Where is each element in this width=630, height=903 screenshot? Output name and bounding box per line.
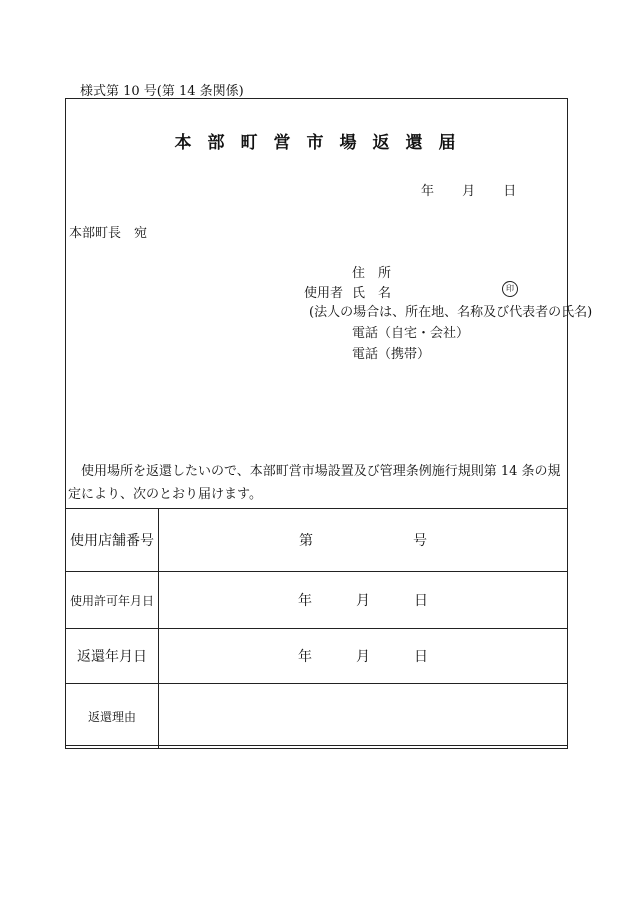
day-label: 日 — [414, 593, 428, 609]
form-number-label: 様式第 10 号(第 14 条関係) — [80, 84, 244, 99]
return-date-label: 返還年月日 — [66, 629, 159, 684]
store-number-label: 使用店舗番号 — [66, 509, 159, 572]
store-number-suffix: 号 — [413, 533, 427, 549]
addressee: 本部町長 宛 — [69, 226, 148, 241]
info-table — [65, 508, 568, 749]
permit-date-label: 使用許可年月日 — [66, 572, 159, 629]
store-number-prefix: 第 — [299, 533, 313, 549]
submission-date-line: 年 月 日 — [421, 184, 517, 199]
table-row — [66, 684, 568, 749]
table-row — [66, 509, 568, 572]
day-label: 日 — [414, 649, 428, 665]
month-label: 月 — [356, 593, 370, 609]
phone-home-label: 電話（自宅・会社） — [352, 326, 470, 341]
seal-mark-icon: 印 — [502, 281, 518, 297]
phone-mobile-label: 電話（携帯） — [352, 347, 431, 362]
document-title: 本部町営市場返還届 — [174, 133, 472, 153]
return-reason-field[interactable] — [159, 684, 568, 749]
user-label: 使用者 — [304, 286, 344, 301]
table-row — [66, 572, 568, 629]
return-reason-label: 返還理由 — [66, 684, 159, 749]
body-text: 使用場所を返還したいので、本部町営市場設置及び管理条例施行規則第 14 条の規定により、次のとおり届けます。 — [68, 464, 561, 502]
table-row — [66, 629, 568, 684]
month-label: 月 — [356, 649, 370, 665]
store-number-field[interactable] — [159, 509, 568, 572]
corporation-note: (法人の場合は、所在地、名称及び代表者の氏名) — [309, 305, 593, 320]
permit-date-field[interactable] — [159, 572, 568, 629]
address-label: 住 所 — [352, 266, 392, 281]
year-label: 年 — [298, 649, 312, 665]
name-label: 氏 名 — [352, 286, 392, 301]
return-date-field[interactable] — [159, 629, 568, 684]
year-label: 年 — [298, 593, 312, 609]
